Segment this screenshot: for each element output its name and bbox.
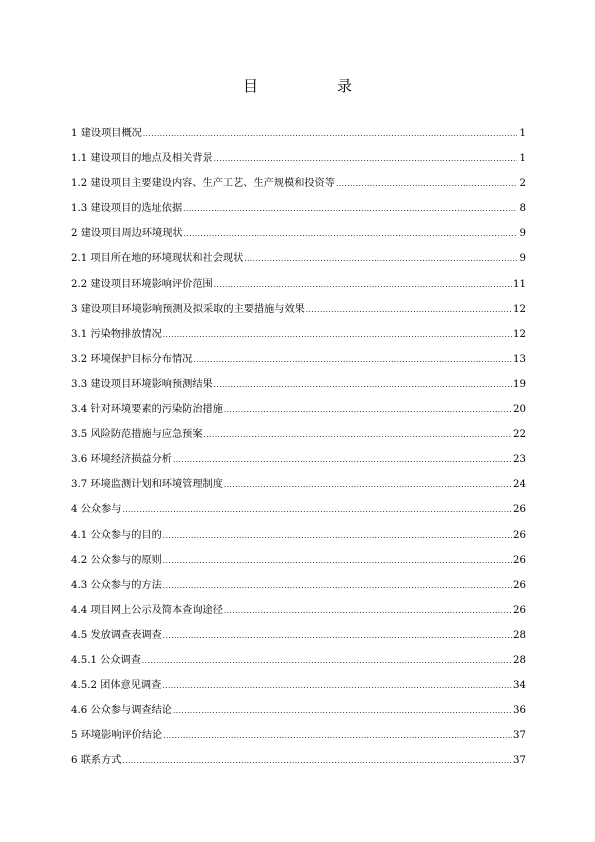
toc-entry[interactable] <box>71 403 526 428</box>
toc-entry-title: 1 建设项目概况 <box>71 128 142 139</box>
toc-entry[interactable] <box>71 378 526 403</box>
toc-page-number: 2 <box>519 178 526 190</box>
dot-leader <box>162 679 512 693</box>
toc-entry[interactable] <box>71 679 526 704</box>
toc-page-number: 1 <box>519 153 526 165</box>
dot-leader <box>336 177 517 191</box>
toc-page-number: 13 <box>513 353 526 365</box>
toc-page-number: 28 <box>513 654 526 666</box>
toc-entry-title: 5 环境影响评价结论 <box>71 730 163 742</box>
dot-leader <box>122 754 512 768</box>
page-title: 目 录 <box>242 77 384 95</box>
dot-leader <box>214 378 512 392</box>
toc-entry-title: 4.3 公众参与的方法 <box>71 579 162 591</box>
toc-page-number: 19 <box>513 378 526 390</box>
toc-page-number: 26 <box>513 604 526 616</box>
toc-entry[interactable] <box>71 529 526 554</box>
toc-page-number: 9 <box>519 228 526 240</box>
toc-entry[interactable] <box>71 503 526 528</box>
dot-leader <box>163 579 512 593</box>
dot-leader <box>184 227 517 241</box>
toc-page-number: 34 <box>513 680 526 692</box>
dot-leader <box>163 554 512 568</box>
dot-leader <box>163 629 512 643</box>
toc-page-number: 26 <box>513 554 526 566</box>
dot-leader <box>224 604 512 618</box>
toc-page-number: 12 <box>513 303 526 315</box>
toc-entry[interactable] <box>71 729 526 754</box>
toc-entry-title: 3.7 环境监测计划和环境管理制度 <box>71 479 223 491</box>
dot-leader <box>122 503 512 517</box>
toc-page-number: 20 <box>513 404 526 416</box>
toc-entry-title: 1.1 建设项目的地点及相关背景 <box>71 153 213 165</box>
toc-entry-title: 2 建设项目周边环境现状 <box>71 228 183 240</box>
toc-page-number: 11 <box>513 278 526 290</box>
dot-leader <box>142 654 512 668</box>
toc-page-number: 37 <box>513 755 526 767</box>
toc-page-number: 12 <box>513 328 526 340</box>
toc-entry-title: 3.4 针对环境要素的污染防治措施 <box>71 404 223 416</box>
toc-entry[interactable] <box>71 202 526 227</box>
dot-leader <box>244 252 517 266</box>
toc-entry-title: 3 建设项目环境影响预测及拟采取的主要措施与效果 <box>71 303 305 315</box>
table-of-contents <box>71 127 526 779</box>
toc-entry[interactable] <box>71 278 526 303</box>
toc-entry[interactable] <box>71 604 526 629</box>
toc-page-number: 22 <box>513 429 526 441</box>
dot-leader <box>173 453 512 467</box>
toc-page-number: 24 <box>513 479 526 491</box>
toc-entry-title: 3.6 环境经济损益分析 <box>71 454 172 466</box>
toc-entry-title: 3.3 建设项目环境影响预测结果 <box>71 378 213 390</box>
toc-entry[interactable] <box>71 303 526 328</box>
toc-entry-title: 4.1 公众参与的目的 <box>71 529 162 541</box>
dot-leader <box>183 202 517 216</box>
toc-page-number: 28 <box>513 629 526 641</box>
toc-page-number: 9 <box>519 253 526 265</box>
toc-entry-title: 3.2 环境保护目标分布情况 <box>71 353 193 365</box>
toc-entry-title: 6 联系方式 <box>71 755 122 767</box>
toc-entry-title: 4.6 公众参与调查结论 <box>71 705 172 717</box>
toc-entry[interactable] <box>71 554 526 579</box>
toc-entry-title: 2.1 项目所在地的环境现状和社会现状 <box>71 253 244 265</box>
toc-entry-title: 4.2 公众参与的原则 <box>71 554 162 566</box>
toc-entry[interactable] <box>71 654 526 679</box>
toc-entry[interactable] <box>71 754 526 779</box>
toc-entry[interactable] <box>71 704 526 729</box>
toc-page-number: 37 <box>513 730 526 742</box>
toc-entry-title: 4.5.1 公众调查 <box>71 654 141 666</box>
toc-entry-title: 3.1 污染物排放情况 <box>71 328 162 340</box>
dot-leader <box>224 403 512 417</box>
toc-entry-title: 1.2 建设项目主要建设内容、生产工艺、生产规模和投资等 <box>71 178 335 190</box>
toc-entry[interactable] <box>71 227 526 252</box>
toc-entry[interactable] <box>71 353 526 378</box>
toc-entry[interactable] <box>71 177 526 202</box>
toc-entry[interactable] <box>71 428 526 453</box>
toc-entry[interactable] <box>71 152 526 177</box>
dot-leader <box>306 303 512 317</box>
toc-page-number: 26 <box>513 529 526 541</box>
toc-page-number: 8 <box>519 203 526 215</box>
toc-page-number: 23 <box>513 454 526 466</box>
toc-entry[interactable] <box>71 453 526 478</box>
toc-entry-title: 4.5 发放调查表调查 <box>71 629 162 641</box>
dot-leader <box>214 278 512 292</box>
toc-entry[interactable] <box>71 328 526 353</box>
dot-leader <box>193 353 512 367</box>
toc-entry[interactable] <box>71 629 526 654</box>
dot-leader <box>214 152 517 166</box>
toc-entry-title: 2.2 建设项目环境影响评价范围 <box>71 278 213 290</box>
toc-entry[interactable] <box>71 478 526 503</box>
dot-leader <box>163 729 512 743</box>
toc-page-number: 26 <box>513 579 526 591</box>
toc-entry-title: 4.5.2 团体意见调查 <box>71 680 162 692</box>
dot-leader <box>163 529 512 543</box>
dot-leader <box>224 478 512 492</box>
toc-entry[interactable] <box>71 127 526 152</box>
dot-leader <box>143 127 517 141</box>
toc-entry-title: 3.5 风险防范措施与应急预案 <box>71 429 203 441</box>
toc-page-number: 26 <box>513 504 526 516</box>
toc-entry[interactable] <box>71 579 526 604</box>
toc-entry-title: 4 公众参与 <box>71 504 122 516</box>
dot-leader <box>204 428 513 442</box>
toc-entry-title: 4.4 项目网上公示及简本查询途径 <box>71 604 223 616</box>
dot-leader <box>173 704 512 718</box>
toc-entry[interactable] <box>71 252 526 277</box>
toc-page-number: 36 <box>513 705 526 717</box>
toc-page-number: 1 <box>519 128 526 139</box>
toc-entry-title: 1.3 建设项目的选址依据 <box>71 203 183 215</box>
dot-leader <box>163 328 512 342</box>
